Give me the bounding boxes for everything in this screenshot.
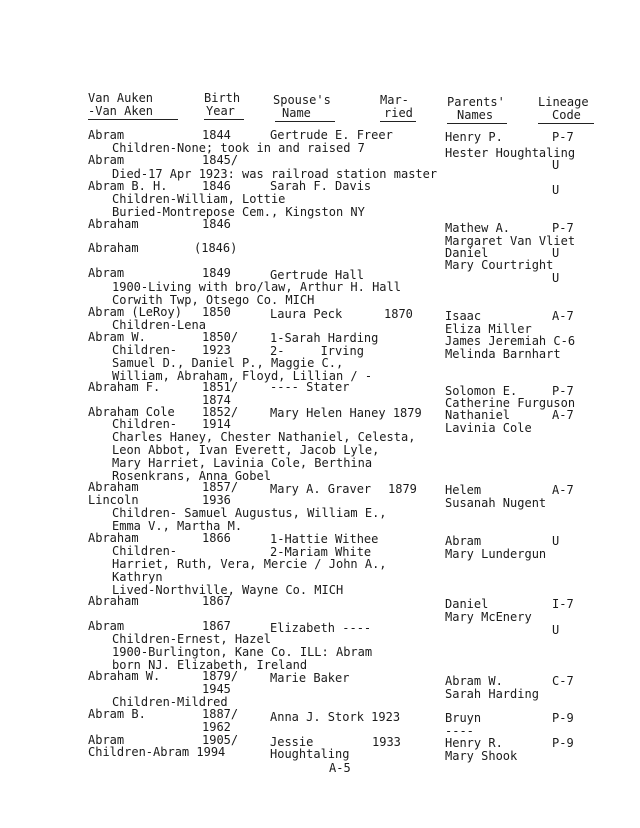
record-text: Abraham: [88, 217, 139, 231]
record-text: Children-: [112, 417, 178, 431]
record-text: P-9: [552, 736, 574, 750]
record-text: Henry R.: [445, 736, 503, 750]
record-text: Gertrude Hall: [270, 268, 364, 282]
header-rule-3: [275, 121, 335, 122]
record-text: Abram: [88, 733, 125, 747]
record-text: Abram: [88, 619, 125, 633]
record-text: Nathaniel: [445, 408, 511, 422]
record-text: 2- Irving: [270, 344, 364, 358]
record-text: Rosenkrans, Anna Gobel: [112, 469, 271, 483]
header-rule-6: [538, 123, 594, 124]
header-ried: ried: [384, 106, 413, 120]
record-text: 1874: [202, 393, 231, 407]
record-text: Children-Abram 1994: [88, 745, 226, 759]
record-text: Daniel: [445, 597, 489, 611]
record-text: 2-Mariam White: [270, 545, 372, 559]
record-text: Abraham F.: [88, 380, 161, 394]
record-text: 1945: [202, 682, 231, 696]
record-text: 1905/: [202, 733, 239, 747]
header-parents: Parents': [447, 95, 505, 109]
record-text: Abraham: [88, 480, 139, 494]
record-text: Margaret Van Vliet: [445, 234, 576, 248]
record-text: Abram: [445, 534, 482, 548]
record-text: Children-None; took in and raised 7: [112, 141, 365, 155]
record-text: 1879/: [202, 669, 239, 683]
record-text: 1845/: [202, 153, 239, 167]
record-text: Melinda Barnhart: [445, 347, 561, 361]
record-text: 1849: [202, 266, 231, 280]
record-text: 1852/: [202, 405, 239, 419]
record-text: Children-: [112, 544, 178, 558]
record-text: Sarah Harding: [445, 687, 539, 701]
header-spouses: Spouse's: [273, 93, 331, 107]
record-text: P-9: [552, 711, 574, 725]
header-rule-5: [447, 123, 507, 124]
record-text: 1936: [202, 493, 231, 507]
record-text: A-7: [552, 483, 574, 497]
record-text: 1867: [202, 594, 231, 608]
record-text: 1850: [202, 305, 231, 319]
record-text: Abraham: [88, 531, 139, 545]
header-birth: Birth: [204, 91, 241, 105]
header-code: Code: [552, 108, 581, 122]
header-rule-2: [204, 119, 244, 120]
record-text: Mary Helen Haney 1879: [270, 406, 422, 420]
record-text: Buried-Montrepose Cem., Kingston NY: [112, 205, 365, 219]
record-text: 1923: [202, 343, 231, 357]
record-text: 1900-Burlington, Kane Co. ILL: Abram: [112, 645, 373, 659]
record-text: U: [552, 246, 560, 260]
header-mar: Mar-: [380, 93, 409, 107]
record-text: Abraham W.: [88, 669, 161, 683]
record-text: Mary A. Graver: [270, 482, 372, 496]
record-text: Mary McEnery: [445, 610, 532, 624]
record-text: Leon Abbot, Ivan Everett, Jacob Lyle,: [112, 443, 380, 457]
record-text: Bruyn: [445, 711, 482, 725]
record-text: Emma V., Martha M.: [112, 519, 243, 533]
record-text: Harriet, Ruth, Vera, Mercie / John A.,: [112, 557, 387, 571]
record-text: Lincoln: [88, 493, 139, 507]
record-text: Jessie: [270, 735, 314, 749]
record-text: 1962: [202, 720, 231, 734]
record-text: P-7: [552, 221, 574, 235]
record-text: 1900-Living with bro/law, Arthur H. Hall: [112, 280, 401, 294]
record-text: Hester Houghtaling: [445, 146, 576, 160]
record-text: Mary Courtright: [445, 258, 554, 272]
header-lineage: Lineage: [538, 95, 589, 109]
record-text: Mary Shook: [445, 749, 518, 763]
record-text: 1857/: [202, 480, 239, 494]
record-text: Anna J. Stork 1923: [270, 710, 401, 724]
record-text: Helem: [445, 483, 482, 497]
record-text: ----: [445, 724, 474, 738]
record-text: I-7: [552, 597, 574, 611]
record-text: Henry P.: [445, 130, 503, 144]
record-text: 1933: [372, 735, 401, 749]
record-text: William, Abraham, Floyd, Lillian / -: [112, 369, 373, 383]
record-text: U: [552, 183, 560, 197]
record-text: Elizabeth ----: [270, 621, 372, 635]
record-text: Children-Lena: [112, 318, 206, 332]
record-text: Lavinia Cole: [445, 421, 532, 435]
record-text: James Jeremiah C-6: [445, 334, 576, 348]
header-van-aken: -Van Aken: [88, 104, 154, 118]
record-text: 1-Sarah Harding: [270, 331, 379, 345]
header-rule-1: [88, 119, 178, 120]
record-text: Abram (LeRoy): [88, 305, 182, 319]
header-van-auken: Van Auken: [88, 91, 154, 105]
record-text: Laura Peck: [270, 307, 343, 321]
record-text: Eliza Miller: [445, 322, 532, 336]
record-text: A-7: [552, 309, 574, 323]
record-text: Mary Lundergun: [445, 547, 547, 561]
record-text: P-7: [552, 130, 574, 144]
record-text: Isaac: [445, 309, 482, 323]
record-text: 1866: [202, 531, 231, 545]
header-name: Name: [282, 106, 311, 120]
record-text: Children-Mildred: [112, 695, 228, 709]
record-text: Samuel D., Daniel P., Maggie C.,: [112, 356, 344, 370]
record-text: 1879: [388, 482, 417, 496]
record-text: A-7: [552, 408, 574, 422]
record-text: Susanah Nugent: [445, 496, 547, 510]
record-text: U: [552, 623, 560, 637]
record-text: ---- Stater: [270, 380, 350, 394]
record-text: Corwith Twp, Otsego Co. MICH: [112, 293, 315, 307]
record-text: Children- Samuel Augustus, William E.,: [112, 506, 387, 520]
record-text: Catherine Furguson: [445, 396, 576, 410]
record-text: 1846: [202, 217, 231, 231]
record-text: 1-Hattie Withee: [270, 532, 379, 546]
header-names: Names: [457, 108, 494, 122]
record-text: Abram: [88, 153, 125, 167]
record-text: U: [552, 534, 560, 548]
record-text: 1914: [202, 417, 231, 431]
record-text: C-7: [552, 674, 574, 688]
record-text: U: [552, 158, 560, 172]
header-year: Year: [206, 104, 235, 118]
record-text: born NJ. Elizabeth, Ireland: [112, 658, 308, 672]
record-text: Mathew A.: [445, 221, 511, 235]
record-text: Houghtaling: [270, 747, 350, 761]
record-text: 1846: [202, 179, 231, 193]
record-text: Abram W.: [88, 330, 146, 344]
record-text: Children-Ernest, Hazel: [112, 632, 271, 646]
record-text: Solomon E.: [445, 384, 518, 398]
header-rule-4: [380, 121, 416, 122]
record-text: 1867: [202, 619, 231, 633]
record-text: Mary Harriet, Lavinia Cole, Berthina: [112, 456, 373, 470]
record-text: Kathryn: [112, 570, 163, 584]
page-number: A-5: [329, 761, 351, 775]
record-text: Gertrude E. Freer: [270, 128, 393, 142]
record-text: Children-William, Lottie: [112, 192, 286, 206]
record-text: Abram B.: [88, 707, 146, 721]
record-text: Abraham Cole: [88, 405, 175, 419]
record-text: Abram: [88, 128, 125, 142]
record-text: 1850/: [202, 330, 239, 344]
record-text: Lived-Northville, Wayne Co. MICH: [112, 583, 344, 597]
record-text: Charles Haney, Chester Nathaniel, Celesta,: [112, 430, 416, 444]
record-text: Abram: [88, 266, 125, 280]
record-text: Children-: [112, 343, 178, 357]
record-text: Abraham: [88, 594, 139, 608]
record-text: Marie Baker: [270, 671, 350, 685]
record-text: Abraham: [88, 241, 139, 255]
record-text: Abram W.: [445, 674, 503, 688]
record-text: 1844: [202, 128, 231, 142]
record-text: P-7: [552, 384, 574, 398]
record-text: 1870: [384, 307, 413, 321]
record-text: 1851/: [202, 380, 239, 394]
record-text: Daniel: [445, 246, 489, 260]
record-text: Abram B. H.: [88, 179, 168, 193]
record-text: Died-17 Apr 1923: was railroad station master: [112, 167, 438, 181]
record-text: (1846): [194, 241, 238, 255]
record-text: 1887/: [202, 707, 239, 721]
record-text: U: [552, 271, 560, 285]
record-text: Sarah F. Davis: [270, 179, 372, 193]
